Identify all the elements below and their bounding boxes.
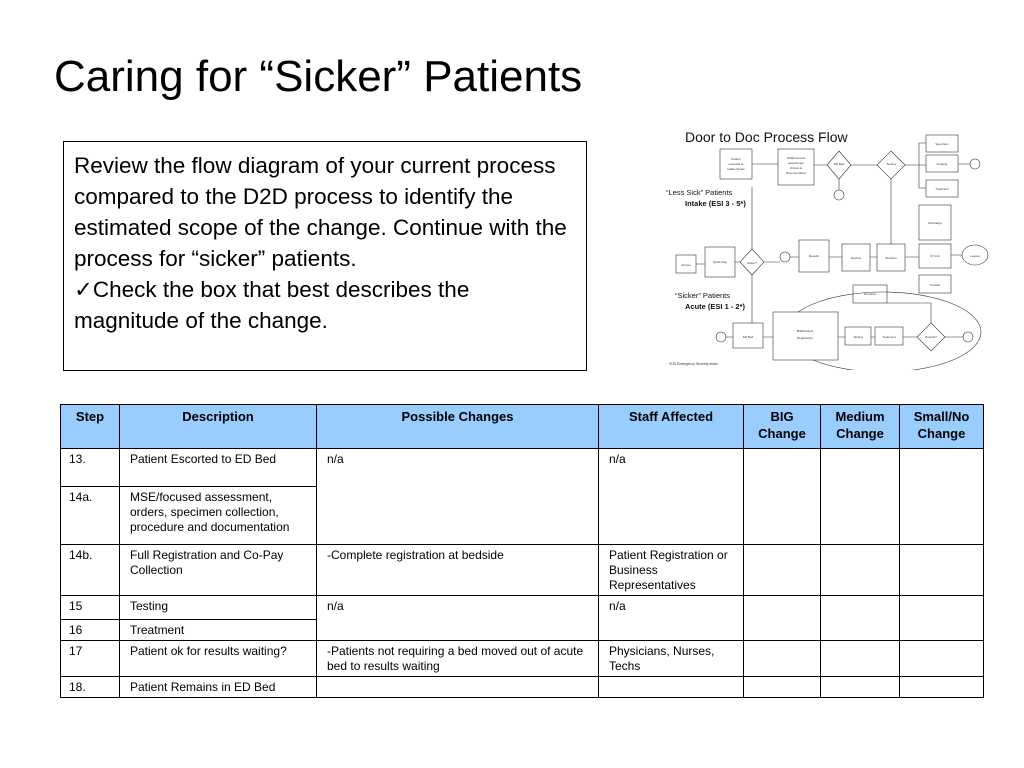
flow-connector-b <box>970 159 980 169</box>
intake-label: Intake (ESI 3 - 5*) <box>685 199 746 208</box>
step-cell: 13. <box>61 449 120 487</box>
header-description: Description <box>120 405 317 449</box>
staff-cell: Patient Registration or Business Representatives <box>599 545 744 596</box>
svg-text:escorted to: escorted to <box>728 162 744 166</box>
big-change-checkbox[interactable] <box>744 449 821 545</box>
header-staff-affected: Staff Affected <box>599 405 744 449</box>
svg-text:Decision: Decision <box>885 256 897 260</box>
description-cell: Patient ok for results waiting? <box>120 641 317 677</box>
header-small-change: Small/No Change <box>900 405 984 449</box>
medium-change-checkbox[interactable] <box>821 596 900 641</box>
diagram-title: Door to Doc Process Flow <box>685 129 848 145</box>
svg-text:Patient: Patient <box>731 157 741 161</box>
small-change-checkbox[interactable] <box>900 449 984 545</box>
svg-text:Intake Space: Intake Space <box>727 167 745 171</box>
table-row <box>61 596 984 620</box>
svg-text:Results?: Results? <box>925 335 937 339</box>
table-header-row <box>61 405 984 449</box>
step-cell: 16 <box>61 620 120 641</box>
checklist-item <box>74 274 580 336</box>
small-change-checkbox[interactable] <box>900 677 984 698</box>
svg-text:MSE focused: MSE focused <box>787 156 805 160</box>
step-cell: 17 <box>61 641 120 677</box>
svg-text:Discharge: Discharge <box>928 221 942 225</box>
flow-connector-b3 <box>963 332 973 342</box>
table-row <box>61 449 984 487</box>
svg-text:Imaging: Imaging <box>936 162 948 166</box>
staff-cell: n/a <box>599 596 744 641</box>
step-cell: 14a. <box>61 487 120 545</box>
svg-text:Sicker?: Sicker? <box>746 261 758 265</box>
description-cell: Full Registration and Co-Pay Collection <box>120 545 317 596</box>
svg-text:ED Bed: ED Bed <box>833 162 845 166</box>
checklist-text: Check the box that best describes the magnitude of the change. <box>74 277 470 333</box>
changes-cell: -Complete registration at bedside <box>317 545 599 596</box>
svg-text:Transfer: Transfer <box>929 283 941 287</box>
description-cell: MSE/focused assessment, orders, specimen collection, procedure and documentation <box>120 487 317 545</box>
svg-text:Testing: Testing <box>886 162 896 166</box>
svg-text:Treatment: Treatment <box>882 335 896 339</box>
instructions-box <box>63 141 587 371</box>
table-row <box>61 545 984 596</box>
small-change-checkbox[interactable] <box>900 596 984 641</box>
checkmark-icon: ✓ <box>74 277 93 302</box>
svg-text:Registration: Registration <box>796 336 814 340</box>
big-change-checkbox[interactable] <box>744 641 821 677</box>
svg-text:Leaves: Leaves <box>970 254 980 258</box>
svg-text:Specimen: Specimen <box>935 142 949 146</box>
svg-text:MSE/Orders: MSE/Orders <box>796 329 814 333</box>
big-change-checkbox[interactable] <box>744 596 821 641</box>
step-cell: 15 <box>61 596 120 620</box>
staff-cell <box>599 677 744 698</box>
process-flow-diagram <box>663 127 993 370</box>
medium-change-checkbox[interactable] <box>821 449 900 545</box>
svg-text:Quick Reg: Quick Reg <box>712 260 728 264</box>
header-possible-changes: Possible Changes <box>317 405 599 449</box>
changes-cell: n/a <box>317 596 599 641</box>
diagram-footnote: *ESI-Emergency Severity Index <box>669 362 719 366</box>
staff-cell: Physicians, Nurses, Techs <box>599 641 744 677</box>
changes-cell: -Patients not requiring a bed moved out of acute bed to results waiting <box>317 641 599 677</box>
svg-text:Documentation: Documentation <box>785 171 807 175</box>
sicker-label: “Sicker” Patients <box>675 291 731 300</box>
svg-text:Arrives: Arrives <box>681 263 691 267</box>
svg-text:Review: Review <box>851 256 861 260</box>
description-cell: Patient Escorted to ED Bed <box>120 449 317 487</box>
description-cell: Patient Remains in ED Bed <box>120 677 317 698</box>
header-medium-change: Medium Change <box>821 405 900 449</box>
medium-change-checkbox[interactable] <box>821 641 900 677</box>
svg-text:Results: Results <box>808 254 820 258</box>
svg-text:Remains: Remains <box>864 292 876 296</box>
medium-change-checkbox[interactable] <box>821 677 900 698</box>
flow-connector-b2 <box>780 252 790 262</box>
less-sick-label: “Less Sick” Patients <box>666 188 733 197</box>
svg-text:Orders &: Orders & <box>789 166 803 170</box>
big-change-checkbox[interactable] <box>744 545 821 596</box>
step-cell: 14b. <box>61 545 120 596</box>
changes-cell <box>317 677 599 698</box>
small-change-checkbox[interactable] <box>900 641 984 677</box>
header-big-change: BIG Change <box>744 405 821 449</box>
table-row <box>61 641 984 677</box>
svg-text:ED Bed: ED Bed <box>742 335 754 339</box>
change-assessment-table <box>60 404 984 698</box>
svg-text:assessment: assessment <box>787 161 805 165</box>
flow-connector-a <box>834 190 844 200</box>
changes-cell: n/a <box>317 449 599 545</box>
big-change-checkbox[interactable] <box>744 677 821 698</box>
step-cell: 18. <box>61 677 120 698</box>
flow-connector-a2 <box>716 332 726 342</box>
svg-text:Treatment: Treatment <box>935 187 949 191</box>
svg-text:Testing: Testing <box>853 335 863 339</box>
staff-cell: n/a <box>599 449 744 545</box>
small-change-checkbox[interactable] <box>900 545 984 596</box>
instructions-text: Review the flow diagram of your current process compared to the D2D process to identify the estimated scope of the change. Continue with the process for “sicker” patients. <box>74 153 567 271</box>
slide-title: Caring for “Sicker” Patients <box>54 52 583 101</box>
description-cell: Testing <box>120 596 317 620</box>
acute-label: Acute (ESI 1 - 2*) <box>685 302 746 311</box>
svg-text:IP Unit: IP Unit <box>930 254 940 258</box>
medium-change-checkbox[interactable] <box>821 545 900 596</box>
header-step: Step <box>61 405 120 449</box>
table-row <box>61 677 984 698</box>
description-cell: Treatment <box>120 620 317 641</box>
